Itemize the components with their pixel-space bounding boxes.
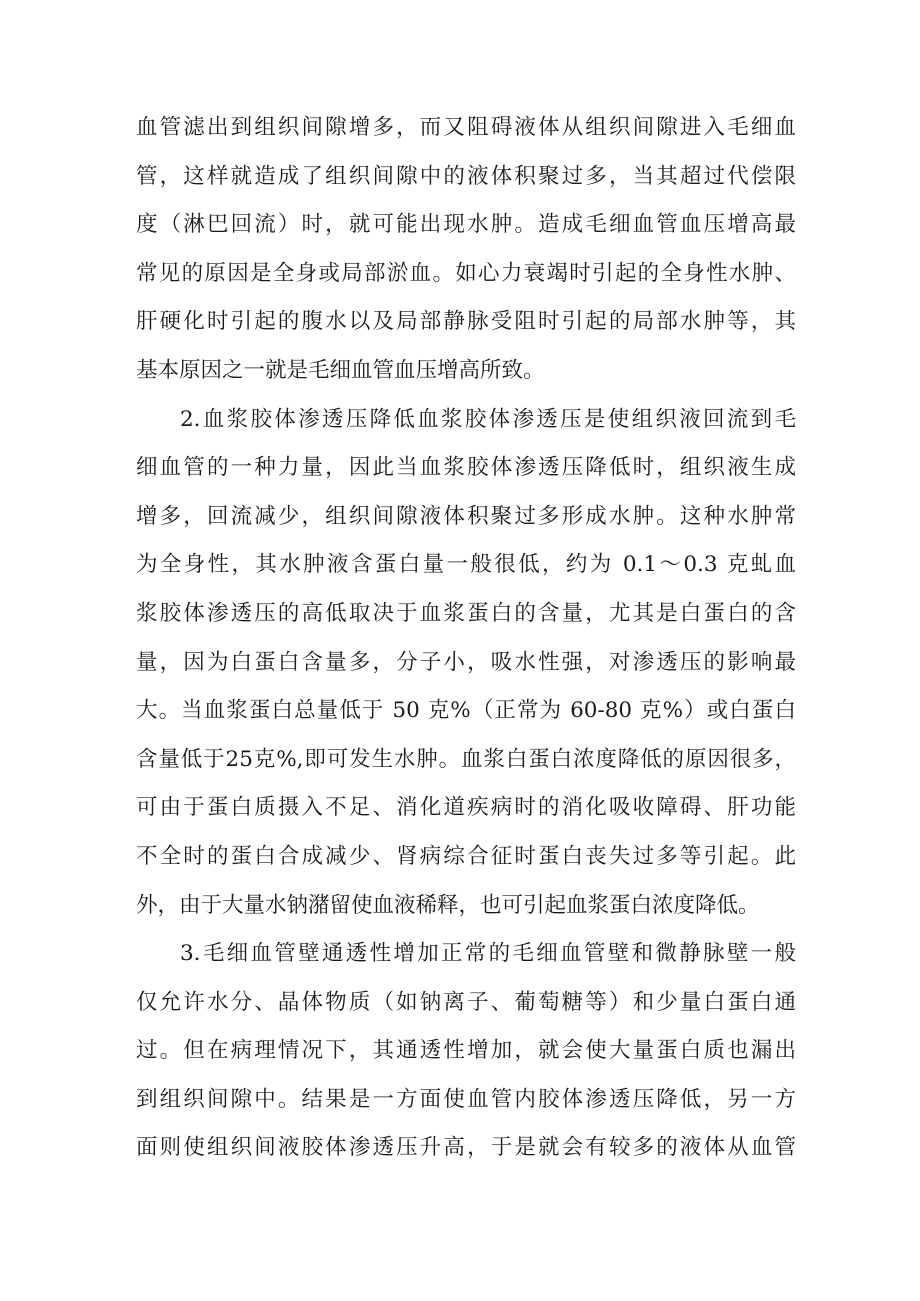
text-line: 不全时的蛋白合成减少、肾病综合征时蛋白丧失过多等引起。此 (136, 843, 796, 869)
text-line: 到组织间隙中。结果是一方面使血管内胶体渗透压降低，另一方 (136, 1086, 796, 1112)
text-line: 管，这样就造成了组织间隙中的液体积聚过多，当其超过代偿限 (136, 163, 796, 189)
text-line: 量，因为白蛋白含量多，分子小，吸水性强，对渗透压的影响最 (136, 649, 796, 675)
text-line: 常见的原因是全身或局部淤血。如心力衰竭时引起的全身性水肿、 (136, 260, 796, 286)
text-line: 面则使组织间液胶体渗透压升高，于是就会有较多的液体从血管 (136, 1135, 796, 1161)
text-line: 3.毛细血管壁通透性增加正常的毛细血管壁和微静脉壁一般 (180, 941, 796, 967)
text-line: 过。但在病理情况下，其通透性增加，就会使大量蛋白质也漏出 (136, 1038, 796, 1064)
paragraph-3 (136, 930, 796, 1173)
text-line: 血管滤出到组织间隙增多，而又阻碍液体从组织间隙进入毛细血 (136, 115, 796, 140)
text-line: 外，由于大量水钠潴留使血液稀释，也可引起血浆蛋白浓度降低。 (136, 892, 760, 918)
text-line: 基本原因之一就是毛细血管血压增高所致。 (136, 357, 545, 383)
text-line: 仅允许水分、晶体物质（如钠离子、葡萄糖等）和少量白蛋白通 (136, 989, 796, 1015)
text-line: 可由于蛋白质摄入不足、消化道疾病时的消化吸收障碍、肝功能 (136, 795, 796, 821)
text-line: 含量低于25克%,即可发生水肿。血浆白蛋白浓度降低的原因很多， (136, 746, 796, 772)
text-line: 细血管的一种力量，因此当血浆胶体渗透压降低时，组织液生成 (136, 455, 796, 481)
text-line: 浆胶体渗透压的高低取决于血浆蛋白的含量，尤其是白蛋白的含 (136, 600, 796, 626)
body-text (136, 104, 796, 1173)
text-line: 为全身性，其水肿液含蛋白量一般很低，约为 0.1～0.3 克虬血 (136, 552, 796, 578)
text-line: 2.血浆胶体渗透压降低血浆胶体渗透压是使组织液回流到毛 (180, 406, 796, 432)
paragraph-1 (136, 104, 796, 396)
text-line: 度（淋巴回流）时，就可能出现水肿。造成毛细血管血压增高最 (136, 212, 796, 238)
paragraph-2 (136, 396, 796, 931)
text-line: 大。当血浆蛋白总量低于 50 克%（正常为 60-80 克%）或白蛋白 (136, 698, 796, 724)
text-line: 增多，回流减少，组织间隙液体积聚过多形成水肿。这种水肿常 (136, 503, 796, 529)
text-line: 肝硬化时引起的腹水以及局部静脉受阻时引起的局部水肿等，其 (136, 309, 796, 335)
